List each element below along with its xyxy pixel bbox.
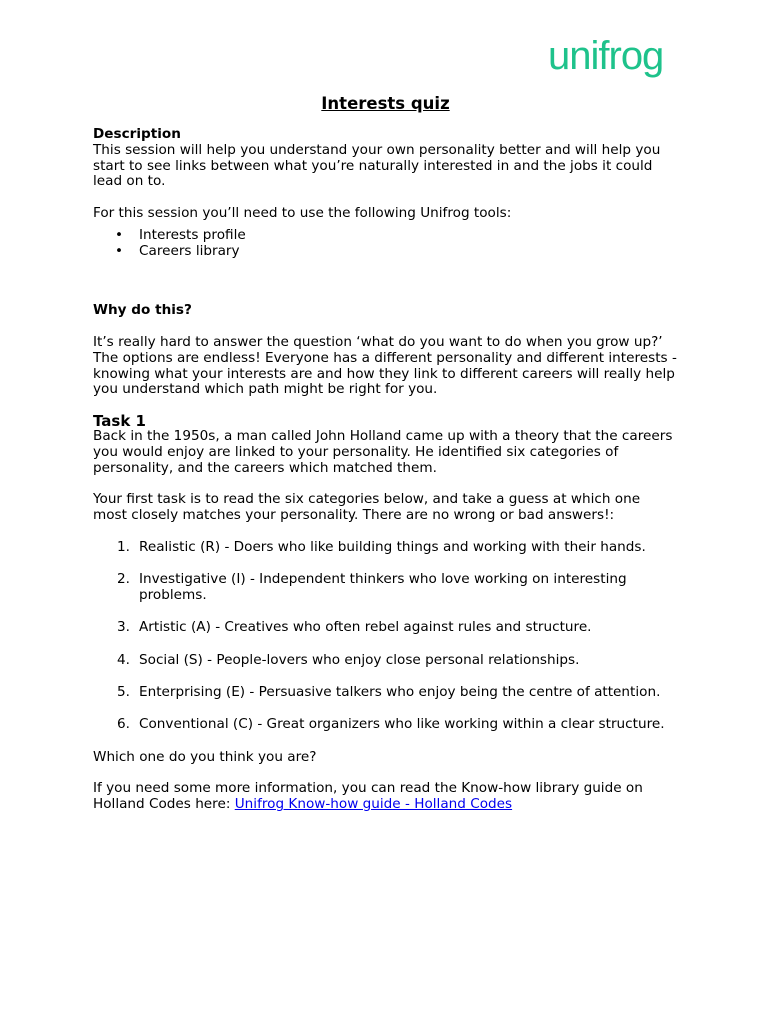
more-info-paragraph [93,781,678,813]
holland-codes-link[interactable]: Unifrog Know-how guide - Holland Codes [234,795,513,812]
more-info-text: If you need some more information, you can read the Know-how library guide on Holland Codes here: [93,780,643,812]
why-heading: Why do this? [93,302,192,319]
category-text: Social (S) - People-lovers who enjoy close personal relationships. [139,651,580,668]
list-item [117,538,678,556]
list-number: 1. [117,538,130,555]
description-text: This session will help you understand your own personality better and will help you start to see links between what you’re naturally interested in and the jobs it could lead on to. [93,141,661,190]
document-body [93,94,678,813]
list-item [117,619,678,636]
page-title: Interests quiz [321,94,450,113]
list-number: 6. [117,716,130,733]
tools-list [93,228,678,260]
category-text: Artistic (A) - Creatives who often rebel against rules and structure. [139,619,592,636]
category-text: Realistic (R) - Doers who like building things and working with their hands. [139,538,646,555]
task1-text: Back in the 1950s, a man called John Holland came up with a theory that the careers you would enjoy are linked to your personality. He identified six categories of personality, and the careers which matched them. [93,428,673,476]
categories-list [93,540,678,733]
list-item: • Careers library [139,244,678,260]
list-item [117,716,678,733]
task1-heading: Task 1 [93,412,146,431]
list-item [117,571,678,604]
category-text: Conventional (C) - Great organizers who like working within a clear structure. [139,716,665,733]
category-text: Enterprising (E) - Persuasive talkers who enjoy being the centre of attention. [139,683,661,700]
why-text: It’s really hard to answer the question ‘what do you want to do when you grow up?’ The options are endless! Everyone has a different personality and different interests - knowing what your interests are and how they link to different careers will really help you understand which path might be right for you. [93,333,677,398]
category-text: Investigative (I) - Independent thinkers who love working on interesting problems. [139,571,627,604]
question-text: Which one do you think you are? [93,748,317,765]
list-number: 2. [117,571,130,588]
task1-instruction: Your first task is to read the six categories below, and take a guess at which one most closely matches your personality. There are no wrong or bad answers!: [93,491,641,524]
list-number: 4. [117,651,130,668]
unifrog-logo: unifrog [548,34,664,78]
list-item: • Interests profile [139,228,678,244]
description-heading: Description [93,126,181,142]
tools-intro: For this session you’ll need to use the following Unifrog tools: [93,204,512,221]
list-item [117,651,678,669]
list-number: 3. [117,619,130,636]
list-item [117,683,678,701]
list-number: 5. [117,683,130,700]
